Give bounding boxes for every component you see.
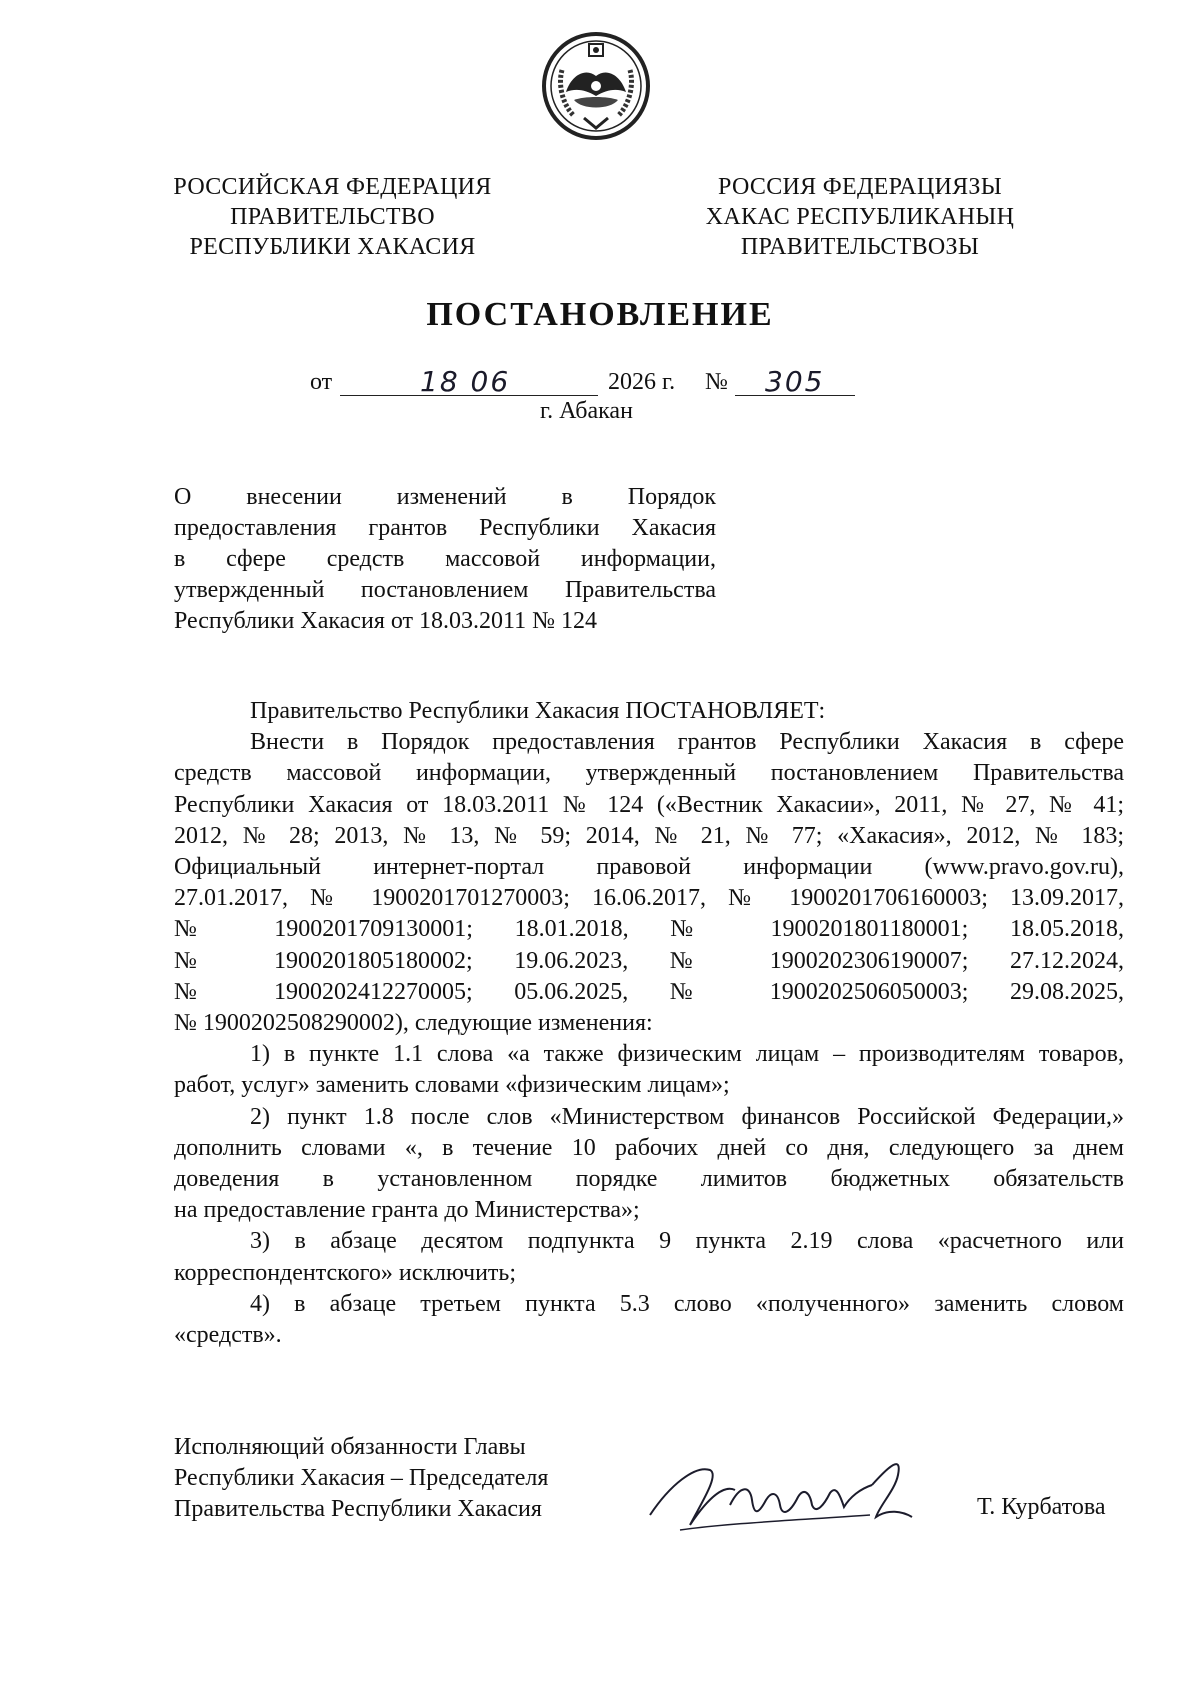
body-line: Официальный интернет-портал правовой информации (www.pravo.gov.ru),: [174, 854, 1124, 881]
body-line: 27.01.2017, № 1900201701270003; 16.06.2017, № 1900201706160003; 13.09.2017,: [174, 885, 1124, 912]
item-2-line: 2) пункт 1.8 после слов «Министерством финансов Российской Федерации,»: [250, 1103, 1124, 1130]
year-text: 2026 г.: [608, 369, 676, 395]
coat-of-arms-icon: [540, 30, 652, 142]
number-label: №: [705, 369, 728, 395]
item-4-line: 4) в абзаце третьем пункта 5.3 слово «полученного» заменить словом: [250, 1290, 1124, 1317]
header-left: [170, 172, 495, 262]
subject-line: утвержденный постановлением Правительства: [174, 577, 716, 603]
header-left-line-3: РЕСПУБЛИКИ ХАКАСИЯ: [189, 234, 476, 260]
preamble: Правительство Республики Хакасия ПОСТАНОВЛЯЕТ:: [250, 698, 826, 724]
header-right-line-1: РОССИЯ ФЕДЕРАЦИЯЗЫ: [718, 174, 1002, 200]
signatory-position: [174, 1432, 548, 1525]
position-line: Правительства Республики Хакасия: [174, 1496, 542, 1522]
date-from-label: от: [310, 369, 333, 395]
header-left-line-1: РОССИЙСКАЯ ФЕДЕРАЦИЯ: [173, 174, 492, 200]
header-right: [690, 172, 1030, 262]
handwritten-signature-icon: [640, 1445, 930, 1545]
body-line: № 1900202508290002), следующие изменения:: [174, 1010, 653, 1037]
position-line: Республики Хакасия – Председателя: [174, 1465, 549, 1491]
date-number-line: [310, 360, 910, 400]
city: г. Абакан: [540, 398, 633, 424]
item-3-line: 3) в абзаце десятом подпункта 9 пункта 2.19 слова «расчетного или: [250, 1228, 1124, 1255]
position-line: Исполняющий обязанности Главы: [174, 1434, 526, 1460]
body-line: № 1900201709130001; 18.01.2018, № 1900201801180001; 18.05.2018,: [174, 916, 1124, 943]
body-line: № 1900201805180002; 19.06.2023, № 1900202306190007; 27.12.2024,: [174, 947, 1124, 974]
body-line: Республики Хакасия от 18.03.2011 № 124 («Вестник Хакасии», 2011, № 27, № 41;: [174, 791, 1124, 818]
body-line: Внести в Порядок предоставления грантов Республики Хакасия в сфере: [250, 729, 1124, 756]
subject-line: в сфере средств массовой информации,: [174, 546, 716, 572]
item-1-line: 1) в пункте 1.1 слова «а также физическим лицам – производителям товаров,: [250, 1041, 1124, 1068]
item-4-line: «средств».: [174, 1322, 282, 1349]
date-handwritten: 18 06: [420, 365, 511, 398]
body-line: № 1900202412270005; 05.06.2025, № 1900202506050003; 29.08.2025,: [174, 978, 1124, 1005]
number-handwritten: 305: [765, 365, 825, 398]
item-2-line: дополнить словами «, в течение 10 рабочих дней со дня, следующего за днем: [174, 1134, 1124, 1161]
signatory-name: Т. Курбатова: [977, 1494, 1106, 1520]
subject-line: О внесении изменений в Порядок: [174, 484, 716, 510]
header-left-line-2: ПРАВИТЕЛЬСТВО: [230, 204, 435, 230]
header-right-line-2: ХАКАС РЕСПУБЛИКАНЫҢ: [705, 204, 1015, 230]
document-subject: [174, 482, 716, 637]
item-3-line: корреспондентского» исключить;: [174, 1259, 517, 1286]
header-right-line-3: ПРАВИТЕЛЬСТВОЗЫ: [740, 234, 980, 260]
body-line: 2012, № 28; 2013, № 13, № 59; 2014, № 21, № 77; «Хакасия», 2012, № 183;: [174, 822, 1124, 849]
document-title: ПОСТАНОВЛЕНИЕ: [426, 296, 774, 333]
document-body: [174, 696, 1124, 1351]
subject-line: предоставления грантов Республики Хакасия: [174, 515, 716, 541]
item-2-line: на предоставление гранта до Министерства»;: [174, 1197, 640, 1224]
item-1-line: работ, услуг» заменить словами «физическим лицам»;: [174, 1072, 730, 1099]
body-line: средств массовой информации, утвержденный постановлением Правительства: [174, 760, 1124, 787]
subject-line: Республики Хакасия от 18.03.2011 № 124: [174, 608, 598, 634]
item-2-line: доведения в установленном порядке лимитов бюджетных обязательств: [174, 1166, 1124, 1193]
